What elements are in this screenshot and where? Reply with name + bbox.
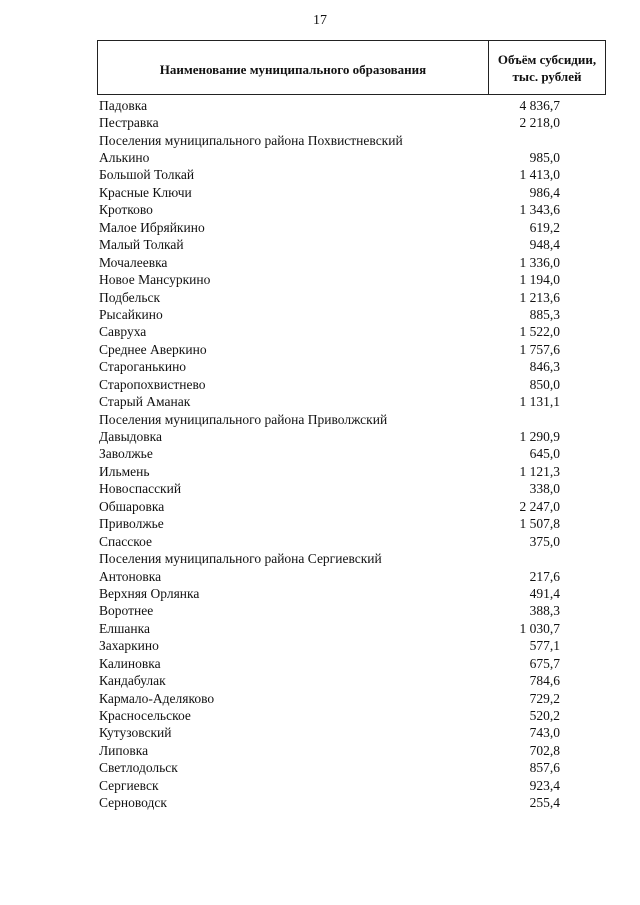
table-header [97,40,606,95]
subsidy-amount: 4 836,7 [519,97,560,113]
municipality-name: Липовка [99,742,149,758]
municipality-name: Староганькино [99,359,187,375]
subsidy-amount: 729,2 [529,690,560,706]
municipality-name: Красные Ключи [99,184,192,200]
table-row [97,428,606,445]
municipality-name: Кармало-Аделяково [99,690,215,706]
table-row [97,638,606,655]
table-row [97,149,606,166]
municipality-name: Поселения муниципального района Сергиевский [99,551,382,567]
municipality-name: Елшанка [99,620,150,636]
subsidy-amount: 1 290,9 [519,429,560,445]
subsidy-amount: 1 343,6 [519,202,560,218]
table-row [97,516,606,533]
subsidy-amount: 217,6 [529,568,560,584]
header-amount-line2: тыс. рублей [512,68,582,84]
table-row [97,393,606,410]
section-heading-row [97,132,606,149]
table-row [97,271,606,288]
municipality-name: Большой Толкай [99,167,195,183]
section-heading-row [97,550,606,567]
subsidy-amount: 784,6 [529,673,560,689]
subsidy-amount: 1 522,0 [519,324,560,340]
table-row [97,341,606,358]
subsidy-amount: 619,2 [529,219,560,235]
municipality-name: Малое Ибряйкино [99,219,205,235]
table-row [97,655,606,672]
municipality-name: Рысайкино [99,306,163,322]
table-row [97,114,606,131]
municipality-name: Новоспасский [99,481,182,497]
table-row [97,359,606,376]
table-row [97,463,606,480]
header-amount-line1: Объём субсидии, [497,51,597,67]
subsidy-amount: 846,3 [529,359,560,375]
municipality-name: Подбельск [99,289,161,305]
subsidy-amount: 1 507,8 [519,516,560,532]
municipality-name: Среднее Аверкино [99,341,207,357]
table-row [97,760,606,777]
municipality-name: Верхняя Орлянка [99,585,200,601]
municipality-name: Кандабулак [99,673,166,689]
table-row [97,603,606,620]
table-row [97,376,606,393]
section-heading-row [97,411,606,428]
page-number: 17 [313,13,327,28]
municipality-name: Красносельское [99,708,191,724]
table-row [97,184,606,201]
subsidy-amount: 948,4 [529,237,560,253]
municipality-name: Серноводск [99,795,167,811]
municipality-name: Савруха [99,324,147,340]
header-municipality-name: Наименование муниципального образования [98,41,489,94]
table-row [97,219,606,236]
municipality-name: Кротково [99,202,153,218]
subsidy-amount: 1 121,3 [519,463,560,479]
header-subsidy-amount [489,41,605,94]
table-row [97,533,606,550]
municipality-name: Спасское [99,533,152,549]
table-row [97,289,606,306]
subsidy-amount: 702,8 [529,742,560,758]
subsidy-amount: 923,4 [529,777,560,793]
subsidy-amount: 850,0 [529,376,560,392]
table-row [97,707,606,724]
table-row [97,202,606,219]
municipality-name: Старопохвистнево [99,376,206,392]
table-body [97,97,606,812]
subsidy-amount: 491,4 [529,585,560,601]
subsidy-amount: 1 030,7 [519,620,560,636]
municipality-name: Падовка [99,97,148,113]
municipality-name: Антоновка [99,568,162,584]
table-row [97,254,606,271]
municipality-name: Новое Мансуркино [99,272,211,288]
table-row [97,795,606,812]
subsidy-table [97,40,606,812]
table-row [97,620,606,637]
subsidy-amount: 1 336,0 [519,254,560,270]
subsidy-amount: 885,3 [529,306,560,322]
subsidy-amount: 375,0 [529,533,560,549]
municipality-name: Светлодольск [99,760,178,776]
table-row [97,725,606,742]
table-row [97,167,606,184]
table-row [97,672,606,689]
municipality-name: Пестравка [99,115,159,131]
municipality-name: Ильмень [99,463,150,479]
municipality-name: Малый Толкай [99,237,184,253]
table-row [97,742,606,759]
subsidy-amount: 675,7 [529,655,560,671]
table-row [97,481,606,498]
municipality-name: Старый Аманак [99,394,191,410]
subsidy-amount: 577,1 [529,638,560,654]
municipality-name: Воротнее [99,603,154,619]
municipality-name: Сергиевск [99,777,159,793]
subsidy-amount: 2 218,0 [519,115,560,131]
municipality-name: Приволжье [99,516,164,532]
table-row [97,306,606,323]
table-row [97,568,606,585]
table-row [97,690,606,707]
subsidy-amount: 1 757,6 [519,341,560,357]
table-row [97,237,606,254]
table-row [97,498,606,515]
subsidy-amount: 1 213,6 [519,289,560,305]
municipality-name: Давыдовка [99,429,162,445]
table-row [97,446,606,463]
subsidy-amount: 986,4 [529,184,560,200]
municipality-name: Обшаровка [99,498,165,514]
municipality-name: Поселения муниципального района Приволжский [99,411,388,427]
municipality-name: Поселения муниципального района Похвистневский [99,132,403,148]
subsidy-amount: 520,2 [529,708,560,724]
table-row [97,324,606,341]
subsidy-amount: 645,0 [529,446,560,462]
municipality-name: Кутузовский [99,725,172,741]
table-row [97,585,606,602]
municipality-name: Захаркино [99,638,159,654]
subsidy-amount: 743,0 [529,725,560,741]
municipality-name: Калиновка [99,655,161,671]
subsidy-amount: 1 413,0 [519,167,560,183]
subsidy-amount: 338,0 [529,481,560,497]
subsidy-amount: 1 194,0 [519,272,560,288]
table-row [97,97,606,114]
subsidy-amount: 388,3 [529,603,560,619]
table-row [97,777,606,794]
municipality-name: Заволжье [99,446,153,462]
municipality-name: Алькино [99,150,150,166]
subsidy-amount: 255,4 [529,795,560,811]
municipality-name: Мочалеевка [99,254,168,270]
subsidy-amount: 2 247,0 [519,498,560,514]
subsidy-amount: 1 131,1 [519,394,560,410]
subsidy-amount: 985,0 [529,150,560,166]
subsidy-amount: 857,6 [529,760,560,776]
